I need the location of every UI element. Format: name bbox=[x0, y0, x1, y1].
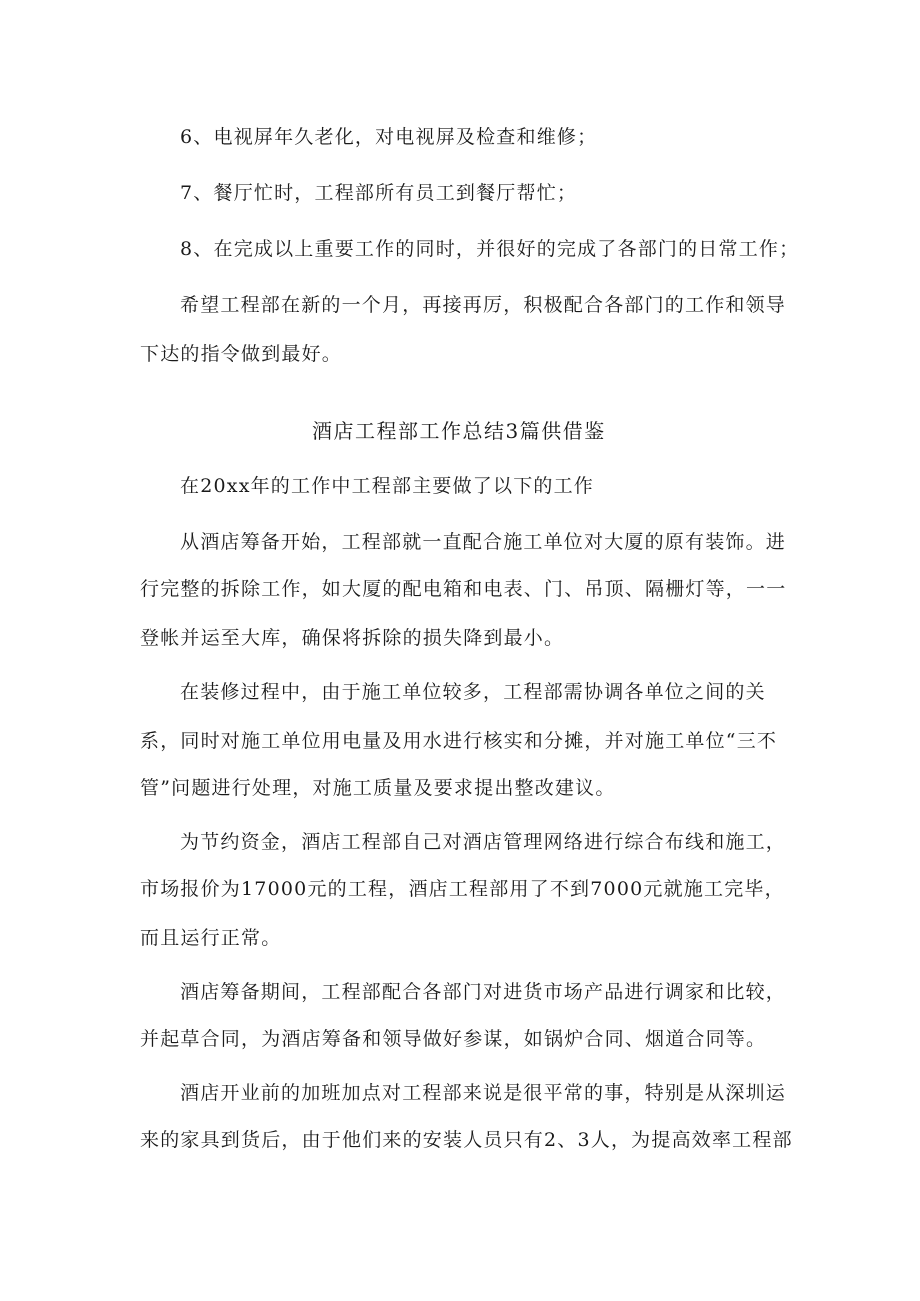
section-title: 酒店工程部工作总结3篇供借鉴 bbox=[312, 419, 606, 443]
paragraph-line: 而且运行正常。 bbox=[140, 927, 282, 949]
list-item: 8、在完成以上重要工作的同时，并很好的完成了各部门的日常工作； bbox=[180, 238, 800, 260]
paragraph-line: 为节约资金，酒店工程部自己对酒店管理网络进行综合布线和施工， bbox=[180, 831, 787, 853]
closing-paragraph-line: 下达的指令做到最好。 bbox=[140, 343, 343, 365]
list-item: 7、餐厅忙时，工程部所有员工到餐厅帮忙； bbox=[180, 182, 578, 204]
closing-paragraph-line: 希望工程部在新的一个月，再接再厉，积极配合各部门的工作和领导 bbox=[180, 294, 787, 316]
paragraph-line: 登帐并运至大库，确保将拆除的损失降到最小。 bbox=[140, 627, 565, 649]
paragraph-line: 从酒店筹备开始，工程部就一直配合施工单位对大厦的原有装饰。进 bbox=[180, 531, 787, 553]
intro-line: 在20xx年的工作中工程部主要做了以下的工作 bbox=[180, 475, 595, 497]
paragraph-line: 在装修过程中，由于施工单位较多，工程部需协调各单位之间的关 bbox=[180, 681, 766, 703]
list-item: 6、电视屏年久老化，对电视屏及检查和维修； bbox=[180, 126, 598, 148]
paragraph-line: 酒店筹备期间，工程部配合各部门对进货市场产品进行调家和比较， bbox=[180, 981, 787, 1003]
paragraph-line: 酒店开业前的加班加点对工程部来说是很平常的事，特别是从深圳运 bbox=[180, 1082, 787, 1104]
paragraph-line: 行完整的拆除工作，如大厦的配电箱和电表、门、吊顶、隔栅灯等，一一 bbox=[140, 578, 787, 600]
paragraph-line: 市场报价为17000元的工程，酒店工程部用了不到7000元就施工完毕， bbox=[140, 878, 785, 900]
paragraph-line: 管”问题进行处理，对施工质量及要求提出整改建议。 bbox=[140, 777, 616, 799]
paragraph-line: 来的家具到货后，由于他们来的安装人员只有2、3人，为提高效率工程部 bbox=[140, 1129, 793, 1151]
paragraph-line: 并起草合同，为酒店筹备和领导做好参谋，如锅炉合同、烟道合同等。 bbox=[140, 1028, 767, 1050]
paragraph-line: 系，同时对施工单位用电量及用水进行核实和分摊，并对施工单位“三不 bbox=[140, 730, 778, 752]
